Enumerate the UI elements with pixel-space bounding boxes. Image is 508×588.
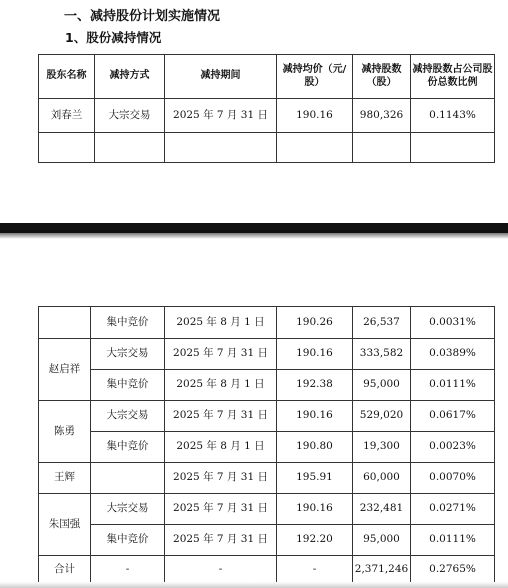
table-row bbox=[39, 432, 495, 463]
cell-shares: 95,000 bbox=[353, 525, 411, 556]
cell-ratio: 0.0070% bbox=[411, 463, 495, 494]
cell-method: 集中竞价 bbox=[91, 370, 165, 401]
cell-method: 集中竞价 bbox=[91, 432, 165, 463]
cell-shares: 95,000 bbox=[353, 370, 411, 401]
reduction-table-top bbox=[38, 54, 495, 163]
table-row bbox=[39, 307, 495, 339]
cell-price: 192.20 bbox=[277, 525, 353, 556]
cell-ratio: 0.0271% bbox=[411, 494, 495, 525]
cell-period: 2025 年 7 月 31 日 bbox=[165, 339, 277, 370]
table-row bbox=[39, 463, 495, 494]
cell-period: 2025 年 8 月 1 日 bbox=[165, 432, 277, 463]
cell-period: 2025 年 7 月 31 日 bbox=[165, 494, 277, 525]
cell-price: 190.80 bbox=[277, 432, 353, 463]
section-title: 一、减持股份计划实施情况 bbox=[64, 9, 221, 24]
cell-ratio: 0.1143% bbox=[411, 99, 495, 133]
table-row bbox=[39, 401, 495, 432]
cell-method: - bbox=[91, 556, 165, 584]
cell-ratio: 0.0389% bbox=[411, 339, 495, 370]
cell-ratio: 0.2765% bbox=[411, 556, 495, 584]
cell-shares: 232,481 bbox=[353, 494, 411, 525]
table-row bbox=[39, 99, 495, 133]
cell-price: 190.26 bbox=[277, 307, 353, 339]
cell-shares: 529,020 bbox=[353, 401, 411, 432]
cell-ratio: 0.0111% bbox=[411, 525, 495, 556]
cell-price: 190.16 bbox=[277, 401, 353, 432]
cell-shares: 60,000 bbox=[353, 463, 411, 494]
cell-shares: 19,300 bbox=[353, 432, 411, 463]
cell-method: 集中竞价 bbox=[91, 307, 165, 339]
cell-holder-name: 赵启祥 bbox=[39, 339, 91, 401]
cell-ratio: 0.0031% bbox=[411, 307, 495, 339]
cell-shares: 980,326 bbox=[353, 99, 411, 133]
cell-price: - bbox=[277, 556, 353, 584]
page-divider-shadow bbox=[0, 233, 508, 239]
cell-period: 2025 年 8 月 1 日 bbox=[165, 370, 277, 401]
cell-holder-name: 陈勇 bbox=[39, 401, 91, 463]
cell-method: 大宗交易 bbox=[91, 494, 165, 525]
cell-holder-name bbox=[39, 307, 91, 339]
cell-price: 195.91 bbox=[277, 463, 353, 494]
cell-total-label: 合计 bbox=[39, 556, 91, 584]
cell-holder-name: 刘春兰 bbox=[39, 99, 95, 133]
cell-method: 大宗交易 bbox=[91, 401, 165, 432]
table-row bbox=[39, 339, 495, 370]
cell-method bbox=[91, 463, 165, 494]
table-total-row bbox=[39, 556, 495, 584]
cell-price: 190.16 bbox=[277, 339, 353, 370]
cell-period: 2025 年 8 月 1 日 bbox=[165, 307, 277, 339]
page-bottom-shadow bbox=[0, 582, 508, 588]
cell-holder-name: 朱国强 bbox=[39, 494, 91, 556]
cell-ratio: 0.0023% bbox=[411, 432, 495, 463]
cell-price: 190.16 bbox=[277, 99, 353, 133]
table-row bbox=[39, 494, 495, 525]
cell-shares: 333,582 bbox=[353, 339, 411, 370]
table-blank-row bbox=[39, 133, 495, 163]
cell-price: 192.38 bbox=[277, 370, 353, 401]
reduction-table-bottom bbox=[38, 306, 495, 584]
cell-method: 大宗交易 bbox=[95, 99, 165, 133]
page-divider bbox=[0, 223, 508, 233]
cell-holder-name: 王辉 bbox=[39, 463, 91, 494]
cell-period: - bbox=[165, 556, 277, 584]
cell-ratio: 0.0111% bbox=[411, 370, 495, 401]
cell-price: 190.16 bbox=[277, 494, 353, 525]
cell-ratio: 0.0617% bbox=[411, 401, 495, 432]
table-header-row bbox=[39, 55, 495, 99]
cell-shares: 26,537 bbox=[353, 307, 411, 339]
cell-period: 2025 年 7 月 31 日 bbox=[165, 401, 277, 432]
cell-period: 2025 年 7 月 31 日 bbox=[165, 525, 277, 556]
header-ratio: 减持股数占公司股份总数比例 bbox=[411, 55, 495, 99]
cell-period: 2025 年 7 月 31 日 bbox=[165, 463, 277, 494]
subsection-title: 1、股份减持情况 bbox=[65, 30, 162, 45]
cell-shares: 2,371,246 bbox=[353, 556, 411, 584]
cell-method: 大宗交易 bbox=[91, 339, 165, 370]
header-method: 减持方式 bbox=[95, 55, 165, 99]
header-shares: 减持股数（股） bbox=[353, 55, 411, 99]
cell-method: 集中竞价 bbox=[91, 525, 165, 556]
table-row bbox=[39, 525, 495, 556]
header-avg-price: 减持均价（元/股） bbox=[277, 55, 353, 99]
header-holder-name: 股东名称 bbox=[39, 55, 95, 99]
header-period: 减持期间 bbox=[165, 55, 277, 99]
cell-period: 2025 年 7 月 31 日 bbox=[165, 99, 277, 133]
table-row bbox=[39, 370, 495, 401]
